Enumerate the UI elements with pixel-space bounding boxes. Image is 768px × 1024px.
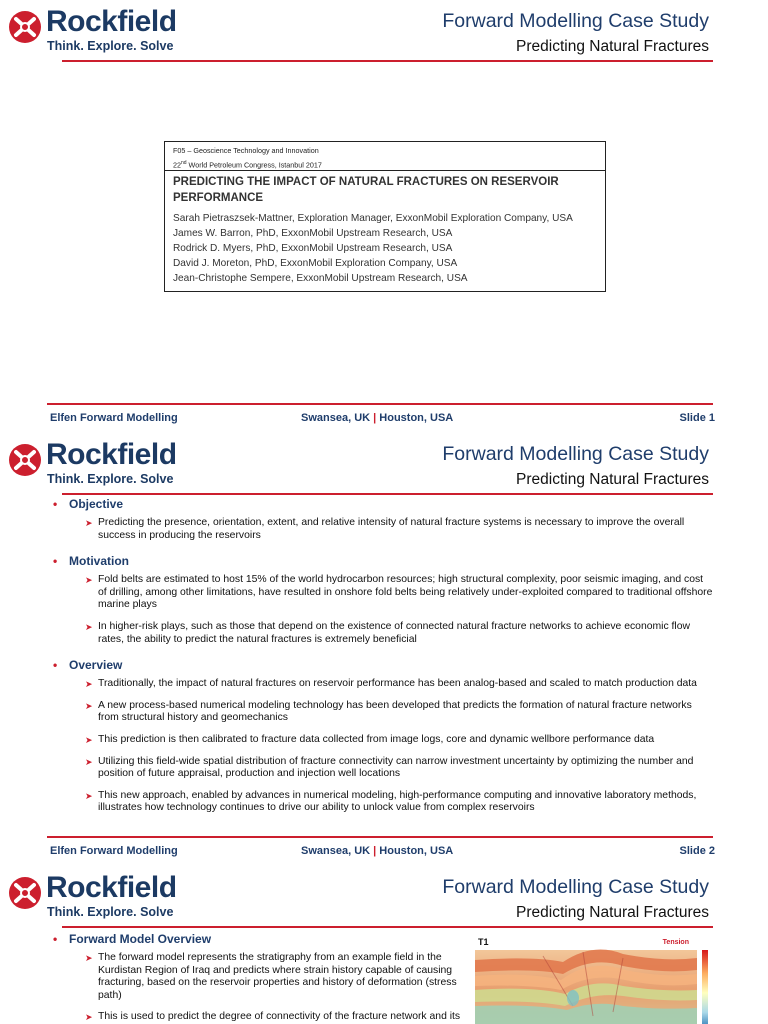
paper-title: PREDICTING THE IMPACT OF NATURAL FRACTURES ON RESERVOIR PERFORMANCE — [173, 176, 559, 204]
list-item: ➤ In higher-risk plays, such as those that depend on the existence of connected natural fracture networks to achieve economic flow rates, the ability to predict the natural fractures is extremely beneficial — [85, 620, 691, 645]
paper-meta — [165, 142, 605, 171]
slide-content — [53, 932, 465, 1024]
section-heading-objective: • Objective — [53, 497, 124, 511]
bullet-icon: • — [53, 497, 58, 511]
slide-number: Slide 2 — [679, 845, 715, 857]
arrow-bullet-icon: ➤ — [85, 621, 93, 632]
list-item: ➤ A new process-based numerical modeling technology has been developed that predicts the formation of natural fracture networks from structural history and geomechanics — [85, 699, 692, 724]
list-item: ➤ Traditionally, the impact of natural fractures on reservoir performance has been analog-based and scaled to match production data — [85, 678, 697, 690]
arrow-bullet-icon: ➤ — [85, 790, 93, 801]
strain-contour-image — [473, 936, 711, 1024]
rockfield-logo-icon — [8, 876, 42, 910]
slide-2 — [0, 433, 768, 866]
bullet-icon: • — [53, 658, 58, 673]
slide-subtitle: Predicting Natural Fractures — [516, 471, 709, 488]
header-divider — [62, 926, 713, 928]
list-item: ➤ Predicting the presence, orientation, extent, and relative intensity of natural fracture systems is necessary to improve the overall success in producing the reservoirs — [85, 517, 685, 541]
footer-product: Elfen Forward Modelling — [50, 845, 178, 857]
slide-content — [53, 497, 713, 824]
list-item: ➤ Utilizing this field-wide spatial distribution of fracture connectivity can narrow investment uncertainty by optimizing the number and position of future appraisal, production and injection well locations — [85, 755, 694, 780]
paper-author: James W. Barron, PhD, ExxonMobil Upstream Research, USA — [173, 228, 453, 239]
slide-title: Forward Modelling Case Study — [442, 10, 709, 32]
list-item: ➤ The forward model represents the stratigraphy from an example field in the Kurdistan Region of Iraq and predicts where strain history capable of causing fracturing, based on the reservoir properties and history of deformation (stress path) — [85, 952, 457, 1001]
bullet-icon: • — [53, 932, 58, 946]
rockfield-logo-icon — [8, 443, 42, 477]
arrow-bullet-icon: ➤ — [85, 756, 93, 767]
footer-locations: Swansea, UK | Houston, USA — [301, 412, 454, 424]
arrow-bullet-icon: ➤ — [85, 953, 93, 963]
brand-tagline: Think. Explore. Solve — [47, 905, 174, 919]
slide-title: Forward Modelling Case Study — [442, 443, 709, 465]
paper-body — [165, 171, 605, 289]
paper-author: Sarah Pietraszsek-Mattner, Exploration Manager, ExxonMobil Exploration Company, USA — [173, 213, 573, 224]
fracture-model-figure — [473, 936, 711, 1024]
paper-reference-box — [164, 141, 606, 292]
footer-product: Elfen Forward Modelling — [50, 412, 178, 424]
arrow-bullet-icon: ➤ — [85, 518, 93, 528]
footer-locations: Swansea, UK | Houston, USA — [301, 845, 454, 857]
list-item: ➤ Fold belts are estimated to host 15% of the world hydrocarbon resources; high structural complexity, poor seismic imaging, and cost of drilling, among other limitations, have resulted in onshore fold belts being relatively under-exploited compared to traditional offshore marine plays — [85, 574, 713, 611]
arrow-bullet-icon: ➤ — [85, 700, 93, 711]
brand-name: Rockfield — [46, 5, 177, 38]
paper-session: F05 – Geoscience Technology and Innovation — [173, 146, 319, 155]
figure-tension-label: Tension — [662, 939, 689, 946]
rockfield-logo — [8, 5, 188, 56]
section-heading-overview: • Overview — [53, 658, 123, 673]
slide-number: Slide 1 — [679, 412, 715, 424]
arrow-bullet-icon: ➤ — [85, 734, 93, 745]
brand-tagline: Think. Explore. Solve — [47, 39, 174, 53]
footer-divider — [47, 836, 713, 838]
footer-divider — [47, 403, 713, 405]
section-heading-forward-model-overview: • Forward Model Overview — [53, 932, 212, 946]
header-divider — [62, 60, 713, 62]
list-item: ➤ This prediction is then calibrated to fracture data collected from image logs, core and dynamic wellbore performance data — [85, 733, 655, 745]
arrow-bullet-icon: ➤ — [85, 679, 93, 690]
paper-author: David J. Moreton, PhD, ExxonMobil Exploration Company, USA — [173, 258, 458, 269]
header-divider — [62, 493, 713, 495]
bullet-icon: • — [53, 554, 58, 569]
rockfield-logo — [8, 438, 188, 489]
arrow-bullet-icon: ➤ — [85, 1012, 93, 1023]
brand-name: Rockfield — [46, 438, 177, 471]
list-item: ➤ This is used to predict the degree of connectivity of the fracture network and its — [85, 1011, 461, 1023]
figure-label: T1 — [478, 937, 489, 947]
rockfield-logo — [8, 871, 188, 922]
paper-author: Jean-Christophe Sempere, ExxonMobil Upstream Research, USA — [173, 273, 468, 284]
paper-congress: 22nd World Petroleum Congress, Istanbul 2017 — [173, 160, 322, 170]
section-heading-motivation: • Motivation — [53, 554, 129, 569]
slide-subtitle: Predicting Natural Fractures — [516, 38, 709, 55]
list-item: ➤ This new approach, enabled by advances in numerical modeling, high-performance computing and innovative laboratory methods, illustrates how technology continues to drive our ability to unlock value from complex reservoirs — [85, 789, 697, 814]
slide-title: Forward Modelling Case Study — [442, 876, 709, 898]
slide-subtitle: Predicting Natural Fractures — [516, 904, 709, 921]
slide-3 — [0, 866, 768, 1024]
paper-author: Rodrick D. Myers, PhD, ExxonMobil Upstream Research, USA — [173, 243, 453, 254]
slide-1 — [0, 0, 768, 433]
arrow-bullet-icon: ➤ — [85, 575, 93, 586]
brand-name: Rockfield — [46, 871, 177, 904]
rockfield-logo-icon — [8, 10, 42, 44]
brand-tagline: Think. Explore. Solve — [47, 472, 174, 486]
